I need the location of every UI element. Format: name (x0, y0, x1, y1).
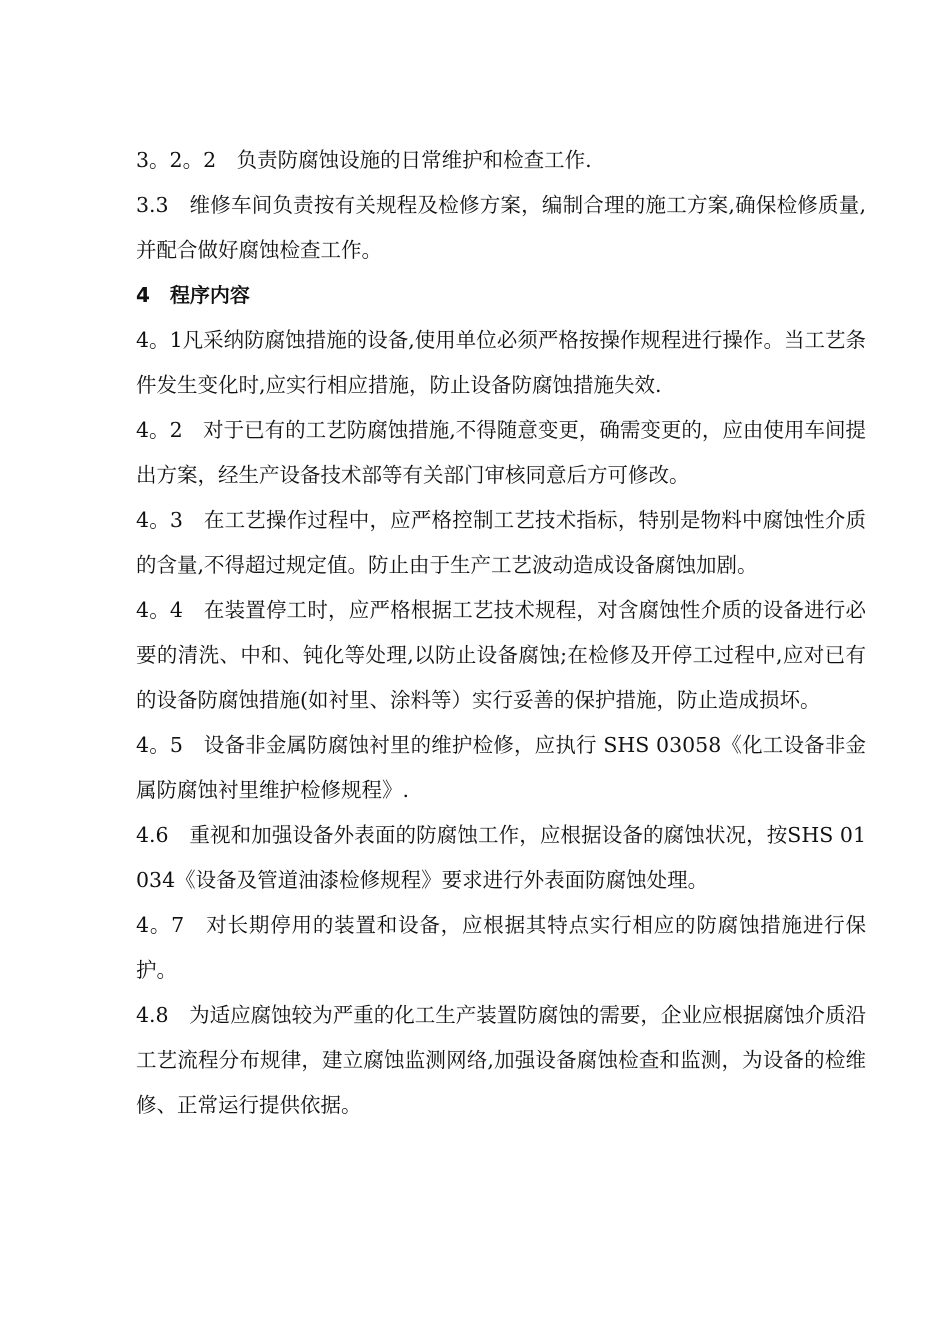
paragraph-4-6: 4.6 重视和加强设备外表面的防腐蚀工作，应根据设备的腐蚀状况，按SHS 01034《设备及管道油漆检修规程》要求进行外表面防腐蚀处理。 (136, 823, 866, 892)
paragraph-4-2: 4。2 对于已有的工艺防腐蚀措施,不得随意变更，确需变更的，应由使用车间提出方案，经生产设备技术部等有关部门审核同意后方可修改。 (136, 418, 866, 487)
paragraph-3-2-2: 3。2。2 负责防腐蚀设施的日常维护和检查工作. (136, 148, 592, 172)
paragraph-4-4: 4。4 在装置停工时，应严格根据工艺技术规程，对含腐蚀性介质的设备进行必要的清洗、中和、钝化等处理,以防止设备腐蚀;在检修及开停工过程中,应对已有的设备防腐蚀措施(如衬里、涂料等）实行妥善的保护措施，防止造成损坏。 (136, 598, 866, 712)
paragraph-4-5: 4。5 设备非金属防腐蚀衬里的维护检修，应执行 SHS 03058《化工设备非金属防腐蚀衬里维护检修规程》. (136, 733, 866, 802)
paragraph-4-3: 4。3 在工艺操作过程中，应严格控制工艺技术指标，特别是物料中腐蚀性介质的含量,不得超过规定值。防止由于生产工艺波动造成设备腐蚀加剧。 (136, 508, 866, 577)
document-body (136, 138, 866, 1128)
paragraph-3-3: 3.3 维修车间负责按有关规程及检修方案，编制合理的施工方案,确保检修质量,并配合做好腐蚀检查工作。 (136, 193, 866, 262)
section-heading-4: 4 程序内容 (136, 283, 250, 307)
paragraph-4-8: 4.8 为适应腐蚀较为严重的化工生产装置防腐蚀的需要，企业应根据腐蚀介质沿工艺流程分布规律，建立腐蚀监测网络,加强设备腐蚀检查和监测，为设备的检维修、正常运行提供依据。 (136, 1003, 866, 1117)
paragraph-4-1: 4。1凡采纳防腐蚀措施的设备,使用单位必须严格按操作规程进行操作。当工艺条件发生变化时,应实行相应措施，防止设备防腐蚀措施失效. (136, 328, 866, 397)
paragraph-4-7: 4。7 对长期停用的装置和设备，应根据其特点实行相应的防腐蚀措施进行保护。 (136, 913, 866, 982)
